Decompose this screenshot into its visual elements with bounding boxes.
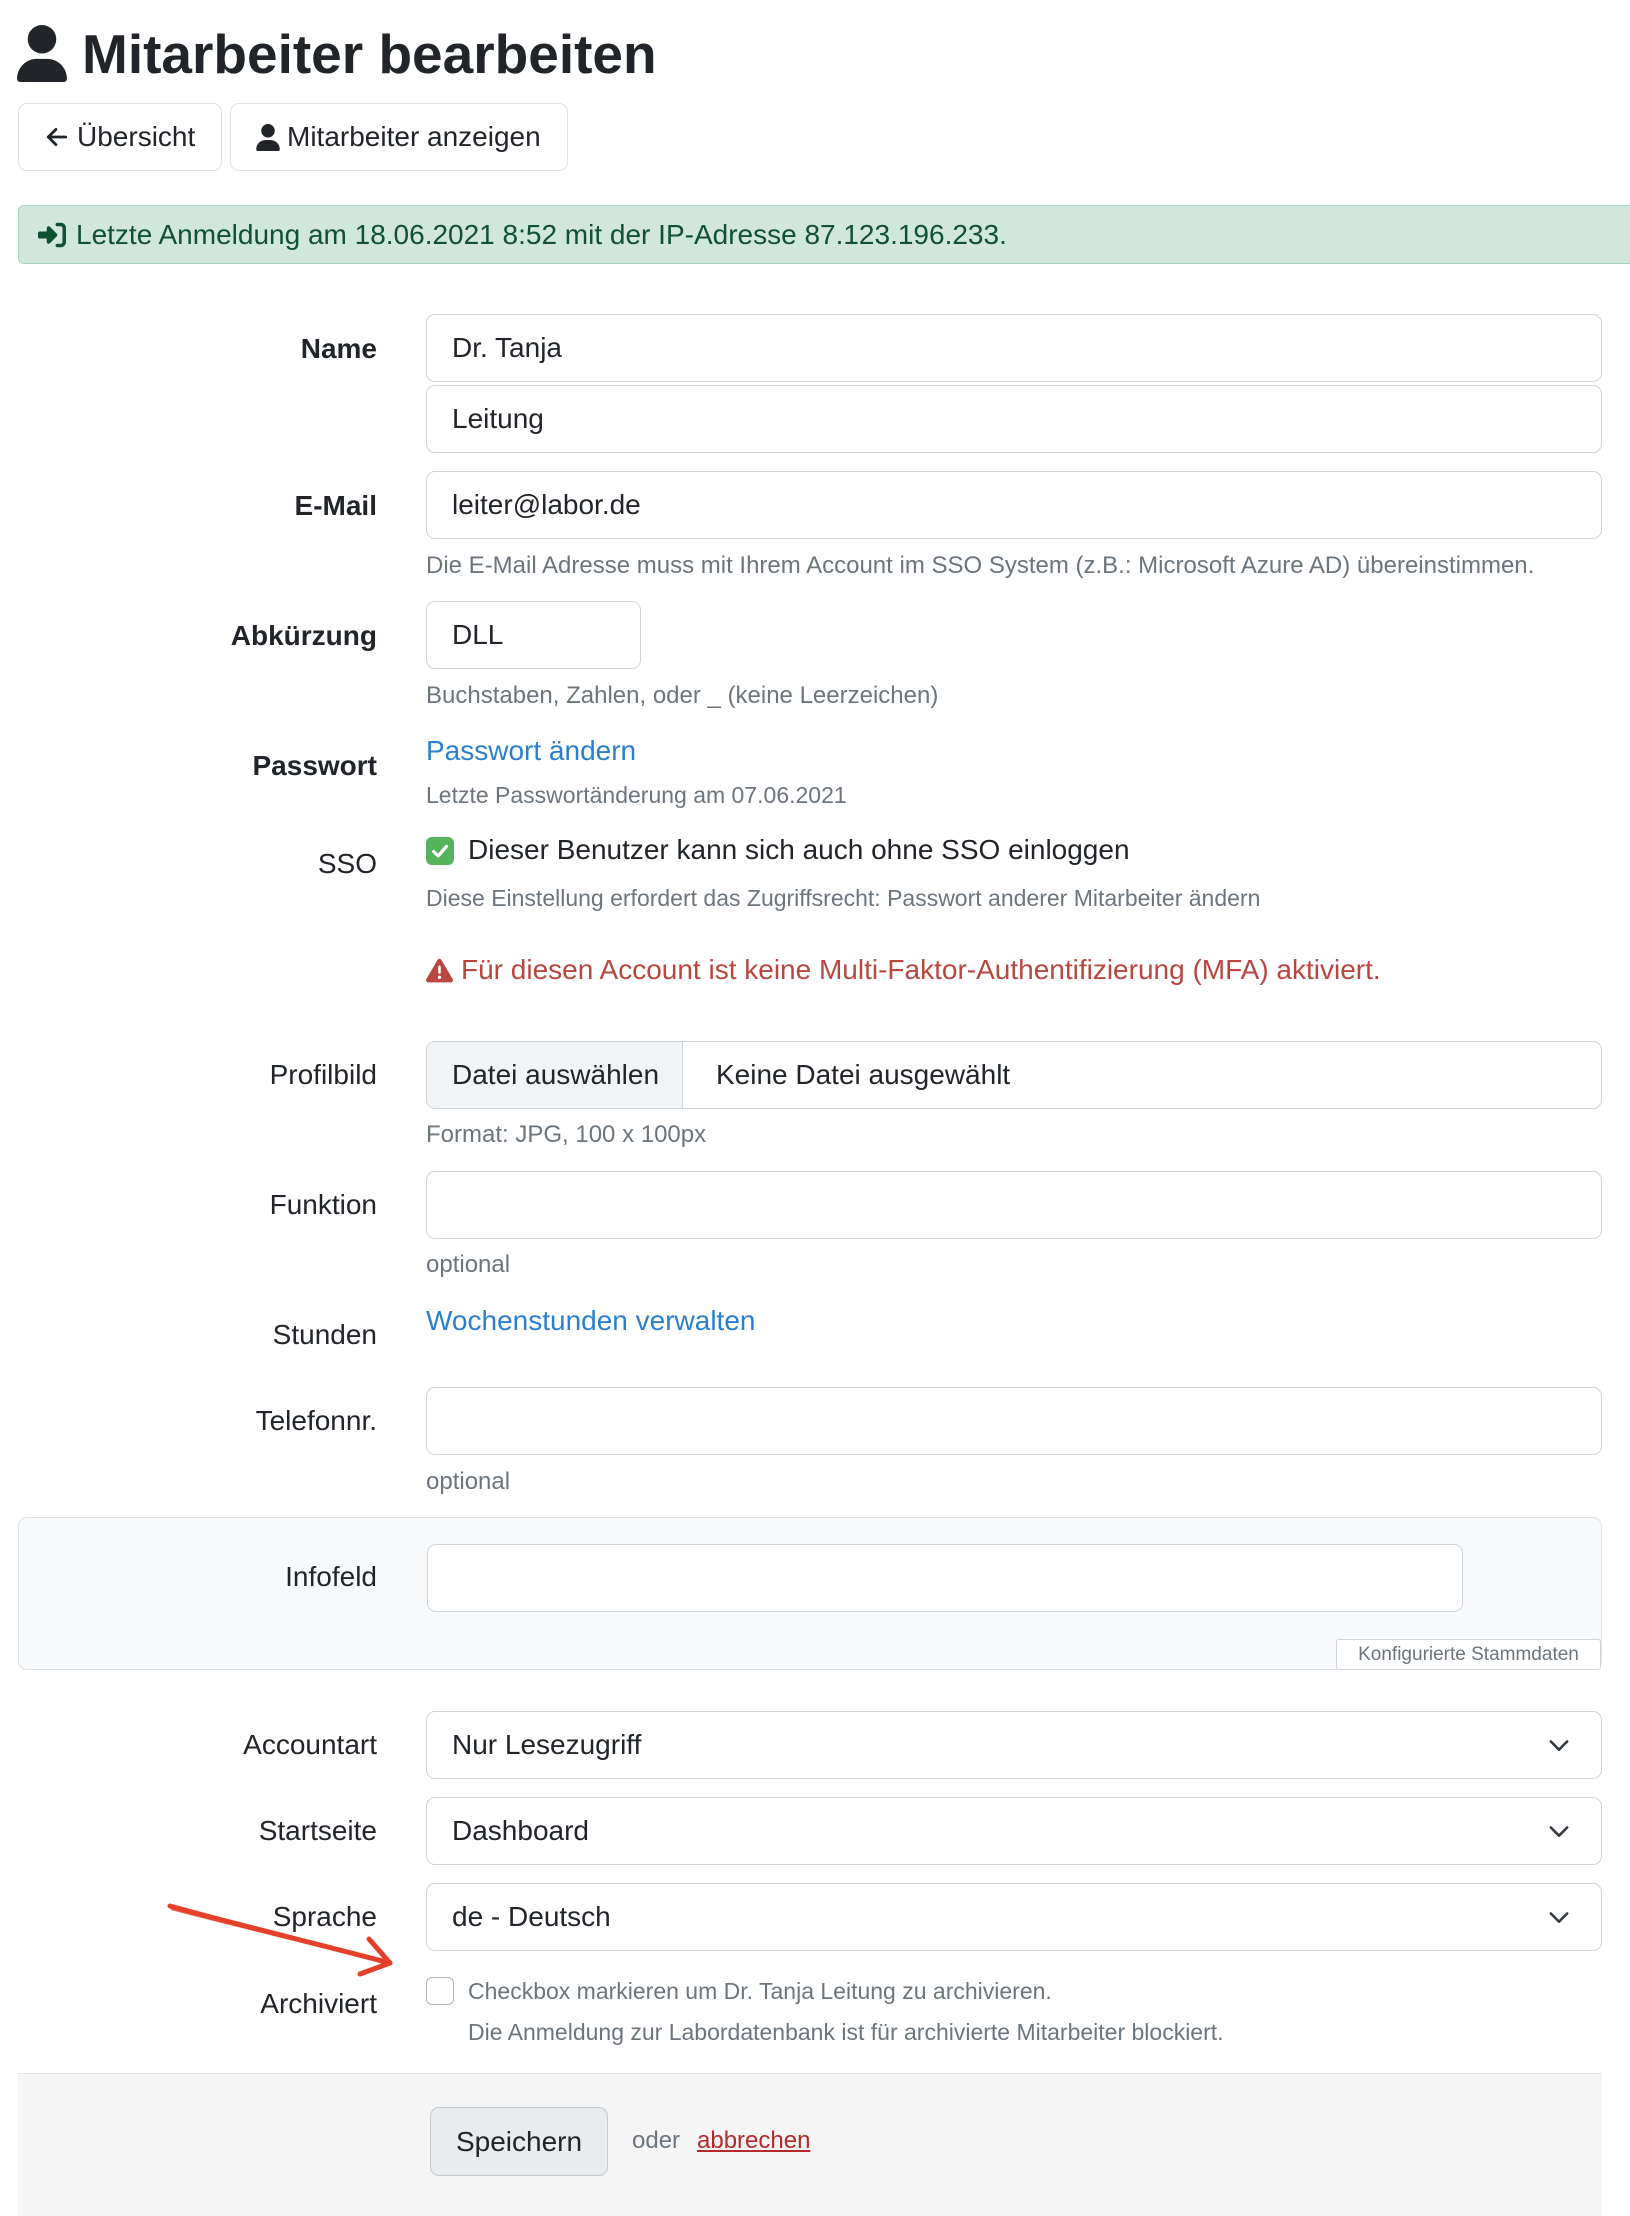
- save-button[interactable]: Speichern: [430, 2107, 608, 2176]
- language-select[interactable]: [426, 1883, 1602, 1951]
- chevron-down-icon: [1545, 1817, 1573, 1845]
- start-page-label: Startseite: [258, 1815, 377, 1846]
- phone-input[interactable]: [426, 1387, 1602, 1455]
- configured-master-data-button[interactable]: Konfigurierte Stammdaten: [1336, 1639, 1601, 1670]
- function-label: Funktion: [269, 1189, 377, 1220]
- file-status-text: Keine Datei ausgewählt: [716, 1059, 1011, 1090]
- language-label: Sprache: [272, 1901, 377, 1932]
- hours-label: Stunden: [272, 1319, 377, 1350]
- mfa-warning-text: Für diesen Account ist keine Multi-Faktor-Authentifizierung (MFA) aktiviert.: [461, 954, 1381, 985]
- manage-weekly-hours-link[interactable]: Wochenstunden verwalten: [426, 1305, 756, 1336]
- chevron-down-icon: [1545, 1731, 1573, 1759]
- email-label: E-Mail: [294, 490, 377, 521]
- overview-button-label: Übersicht: [77, 121, 196, 152]
- function-help-text: optional: [426, 1251, 511, 1278]
- profile-image-help-text: Format: JPG, 100 x 100px: [426, 1121, 707, 1148]
- infofield-label: Infofeld: [285, 1561, 377, 1592]
- archived-checkbox[interactable]: [426, 1977, 454, 2005]
- archived-help-text: Die Anmeldung zur Labordatenbank ist für archivierte Mitarbeiter blockiert.: [468, 2019, 1224, 2045]
- user-icon: [17, 25, 67, 82]
- account-type-label: Accountart: [243, 1729, 377, 1760]
- or-text: oder: [632, 2127, 681, 2154]
- function-input[interactable]: [426, 1171, 1602, 1239]
- account-type-value: Nur Lesezugriff: [452, 1729, 642, 1760]
- user-icon: [256, 124, 280, 151]
- sso-checkbox[interactable]: [426, 837, 454, 865]
- abbreviation-label: Abkürzung: [230, 620, 377, 651]
- show-employee-button-label: Mitarbeiter anzeigen: [287, 121, 541, 152]
- password-label: Passwort: [252, 750, 377, 781]
- check-icon: [429, 840, 451, 862]
- chevron-down-icon: [1545, 1903, 1573, 1931]
- sso-help-text: Diese Einstellung erfordert das Zugriffsrecht: Passwort anderer Mitarbeiter ändern: [426, 885, 1261, 911]
- mfa-warning: [426, 953, 1381, 987]
- language-value: de - Deutsch: [452, 1901, 611, 1932]
- abbreviation-input[interactable]: [426, 601, 641, 669]
- start-page-value: Dashboard: [452, 1815, 589, 1846]
- sso-checkbox-label[interactable]: Dieser Benutzer kann sich auch ohne SSO einloggen: [468, 834, 1130, 865]
- profile-image-label: Profilbild: [269, 1059, 377, 1090]
- phone-label: Telefonnr.: [255, 1405, 377, 1436]
- sign-in-icon: [38, 221, 66, 249]
- cancel-link[interactable]: abbrechen: [697, 2127, 811, 2154]
- email-input[interactable]: [426, 471, 1602, 539]
- account-type-select[interactable]: [426, 1711, 1602, 1779]
- overview-button[interactable]: [18, 103, 222, 171]
- first-name-input[interactable]: [426, 314, 1602, 382]
- change-password-link[interactable]: Passwort ändern: [426, 735, 637, 766]
- infofield-input[interactable]: [427, 1544, 1463, 1612]
- email-help-text: Die E-Mail Adresse muss mit Ihrem Account im SSO System (z.B.: Microsoft Azure AD) übereinstimmen.: [426, 552, 1535, 579]
- page-title: Mitarbeiter bearbeiten: [82, 23, 657, 85]
- arrow-left-icon: [44, 124, 70, 150]
- choose-file-button[interactable]: Datei auswählen: [427, 1042, 683, 1108]
- last-name-input[interactable]: [426, 385, 1602, 453]
- last-login-text: Letzte Anmeldung am 18.06.2021 8:52 mit der IP-Adresse 87.123.196.233.: [76, 218, 1007, 250]
- sso-label: SSO: [317, 848, 377, 879]
- archived-checkbox-label[interactable]: Checkbox markieren um Dr. Tanja Leitung zu archivieren.: [468, 1978, 1052, 2004]
- warning-icon: [426, 957, 453, 984]
- name-label: Name: [300, 333, 377, 364]
- abbreviation-help-text: Buchstaben, Zahlen, oder _ (keine Leerzeichen): [426, 682, 939, 709]
- phone-help-text: optional: [426, 1468, 511, 1495]
- last-login-alert: [18, 205, 1630, 264]
- show-employee-button[interactable]: [230, 103, 568, 171]
- password-changed-text: Letzte Passwortänderung am 07.06.2021: [426, 782, 847, 808]
- start-page-select[interactable]: [426, 1797, 1602, 1865]
- profile-image-file-input[interactable]: [426, 1041, 1602, 1109]
- archived-label: Archiviert: [260, 1988, 377, 2019]
